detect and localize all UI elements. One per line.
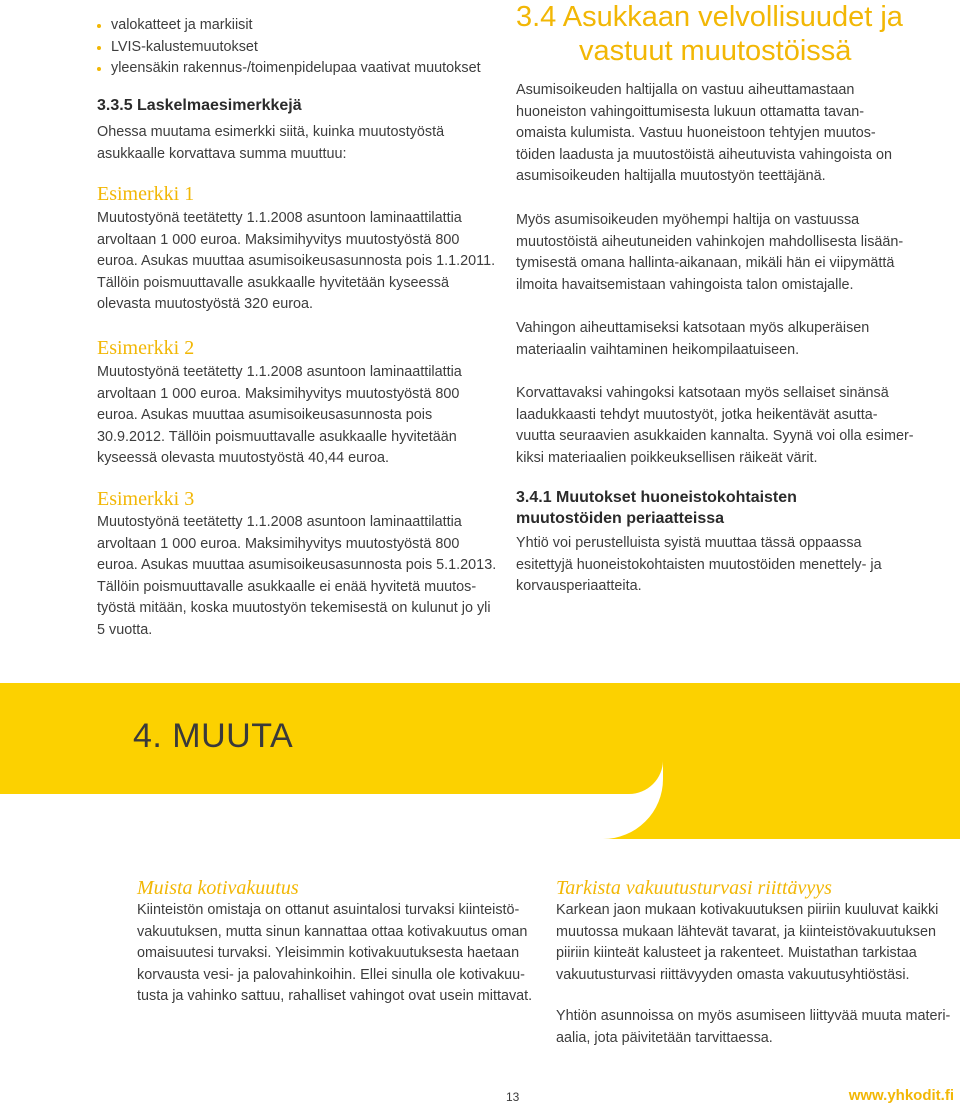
bullet-item: valokatteet ja markiisit (97, 15, 497, 37)
website-link[interactable]: www.yhkodit.fi (848, 1087, 954, 1104)
section-34-paragraph-3: Vahingon aiheuttamiseksi katsotaan myös alkuperäisen materiaalin vaihtaminen heikompilaatuiseen. (516, 320, 870, 358)
example-3-text: Muutostyönä teetätetty 1.1.2008 asuntoon laminaattilattia arvoltaan 1 000 euroa. Maksimihyvitys muutostyöstä 800 euroa. Asukas muuttaa asumisoikeusasunnosta pois 5.1.2013. Tällöin poismuuttavalle asukkaalle ei enää hyvitetä muutos- työstä mitään, koska muutostyön tekemisestä on kulunut jo yli 5 vuotta. (97, 514, 497, 638)
section-341-heading: 3.4.1 Muutokset huoneistokohtaisten muutostöiden periaatteissa (516, 489, 797, 527)
example-1-heading: Esimerkki 1 (97, 183, 195, 205)
section-34-paragraph-2: Myös asumisoikeuden myöhempi haltija on vastuussa muutostöistä aiheutuneiden vahinkojen mahdollisesta lisään- tymisestä omana hallinta-aikanaan, mikäli hän ei viipymättä ilmoita havaitsemistaan vahingoista talon omistajalle. (516, 212, 904, 293)
section-34-title: 3.4 Asukkaan velvollisuudet ja vastuut muutostöissä (516, 1, 903, 67)
bullet-item: LVIS-kalustemuutokset (97, 37, 497, 59)
tarkista-paragraph-2: Yhtiön asunnoissa on myös asumiseen liittyvää muuta materi- aalia, jota päivitetään tarvittaessa. (556, 1008, 951, 1046)
bullet-dot-icon (97, 67, 101, 71)
example-2-text: Muutostyönä teetätetty 1.1.2008 asuntoon laminaattilattia arvoltaan 1 000 euroa. Maksimihyvitys muutostyöstä 800 euroa. Asukas muuttaa asumisoikeusasunnosta pois 30.9.2012. Tällöin poismuuttavalle asukkaalle hyvitetään kyseessä olevasta muutostyöstä 40,44 euroa. (97, 364, 462, 467)
section-335-intro: Ohessa muutama esimerkki siitä, kuinka muutostyöstä asukkaalle korvattava summa muuttuu: (97, 124, 445, 162)
bullet-dot-icon (97, 24, 101, 28)
example-1-text: Muutostyönä teetätetty 1.1.2008 asuntoon laminaattilattia arvoltaan 1 000 euroa. Maksimihyvitys muutostyöstä 800 euroa. Asukas muuttaa asumisoikeusasunnosta pois 1.1.2011. Tällöin poismuuttavalle asukkaalle hyvitetään kyseessä olevasta muutostyöstä 320 euroa. (97, 210, 496, 313)
bullet-list (97, 15, 497, 80)
page-number: 13 (506, 1090, 520, 1104)
muista-text: Kiinteistön omistaja on ottanut asuintalosi turvaksi kiinteistö- vakuutuksen, mutta sinun kannattaa ottaa kotivakuutus oman omaisuutesi turvaksi. Yleisimmin kotivakuutuksesta haetaan korvausta vesi- ja palovahinkoihin. Ellei sinulla ole kotivakuu- tusta ja vahinko sattuu, rahalliset vahingot ovat usein mittavat. (137, 902, 533, 1005)
section-4-title: 4. MUUTA (133, 717, 294, 755)
tarkista-heading: Tarkista vakuutusturvasi riittävyys (556, 877, 832, 899)
section-34-paragraph-4: Korvattavaksi vahingoksi katsotaan myös sellaiset sinänsä laadukkaasti tehdyt muutostyöt, jotka heikentävät asutta- vuutta seuraavien asukkaiden kannalta. Syynä voi olla esimer- kiksi materiaalien poikkeuksellisen räikeät värit. (516, 385, 914, 466)
bullet-dot-icon (97, 46, 101, 50)
example-2-heading: Esimerkki 2 (97, 337, 195, 359)
section-banner (0, 684, 663, 794)
tarkista-paragraph-1: Karkean jaon mukaan kotivakuutuksen piiriin kuuluvat kaikki muutossa mukaan lähtevät tavarat, ja kiinteistövakuutuksen piiriin kiinteät kalusteet ja rakenteet. Muistathan tarkistaa vakuutusturvasi riittävyyden omasta vakuutusyhtiöstäsi. (556, 902, 939, 983)
muista-heading: Muista kotivakuutus (137, 877, 299, 899)
bullet-item: yleensäkin rakennus-/toimenpidelupaa vaativat muutokset (97, 58, 497, 80)
section-341-text: Yhtiö voi perustelluista syistä muuttaa tässä oppaassa esitettyjä huoneistokohtaisten muutostöiden menettely- ja korvausperiaatteita. (516, 535, 882, 595)
example-3-heading: Esimerkki 3 (97, 488, 195, 510)
section-34-paragraph-1: Asumisoikeuden haltijalla on vastuu aiheuttamastaan huoneiston vahingoittumisesta lukuun ottamatta tavan- omaista kulumista. Vastuu huoneistoon tehtyjen muutos- töiden laadusta ja muutostöistä aiheutuvista vahingoista on asumisoikeuden haltijalla muutostyön teettäjänä. (516, 82, 893, 185)
section-335-heading: 3.3.5 Laskelmaesimerkkejä (97, 97, 302, 114)
